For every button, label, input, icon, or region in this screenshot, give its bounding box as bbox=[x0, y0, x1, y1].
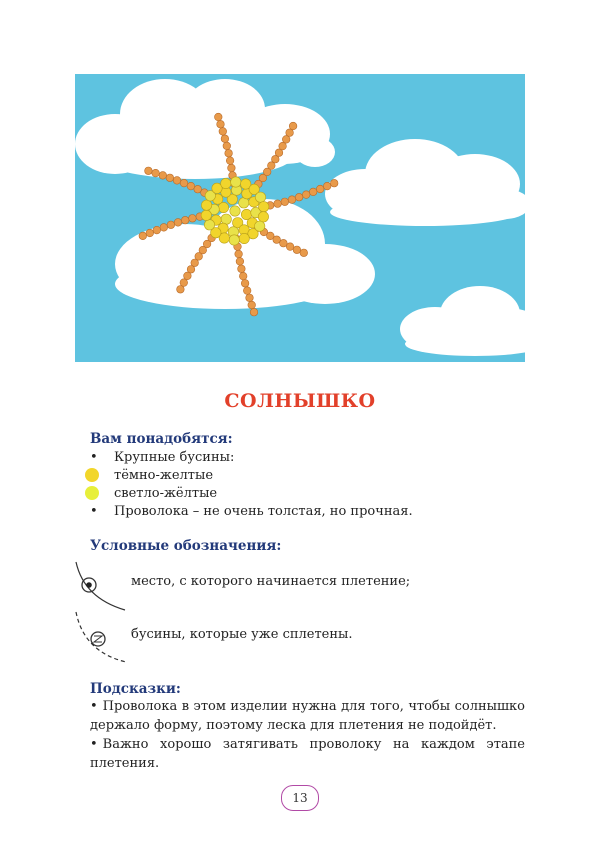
orange-bead bbox=[153, 226, 161, 234]
orange-bead bbox=[159, 172, 167, 180]
yellow-bead bbox=[201, 200, 211, 210]
yellow-bead bbox=[255, 192, 265, 202]
yellow-bead bbox=[231, 177, 241, 187]
orange-bead bbox=[225, 149, 233, 157]
orange-bead bbox=[221, 135, 229, 143]
orange-bead bbox=[160, 224, 168, 232]
orange-bead bbox=[215, 113, 223, 121]
cloud-shapes bbox=[75, 79, 525, 356]
yellow-bead bbox=[258, 212, 268, 222]
orange-bead bbox=[174, 219, 182, 227]
yellow-bead bbox=[221, 178, 231, 188]
orange-bead bbox=[226, 157, 234, 165]
material-item-label: Проволока – не очень толстая, но прочная. bbox=[114, 504, 413, 519]
orange-bead bbox=[223, 142, 231, 150]
orange-bead bbox=[239, 272, 247, 280]
materials-heading: Вам понадобятся: bbox=[90, 431, 233, 447]
orange-bead bbox=[281, 198, 289, 206]
orange-bead bbox=[177, 286, 185, 294]
orange-bead bbox=[288, 196, 296, 204]
orange-bead bbox=[300, 249, 308, 257]
orange-bead bbox=[236, 258, 244, 266]
orange-bead bbox=[248, 301, 256, 309]
orange-bead bbox=[146, 229, 154, 237]
orange-bead bbox=[235, 250, 243, 258]
bullet: • bbox=[90, 450, 98, 465]
orange-bead bbox=[250, 308, 258, 316]
orange-bead bbox=[145, 167, 153, 175]
orange-bead bbox=[180, 279, 188, 287]
orange-bead bbox=[189, 215, 197, 223]
orange-bead bbox=[330, 179, 338, 187]
yellow-bead bbox=[201, 210, 211, 220]
yellow-bead bbox=[259, 202, 269, 212]
orange-bead bbox=[286, 243, 294, 251]
orange-bead bbox=[194, 185, 202, 193]
orange-bead bbox=[217, 120, 225, 128]
page-title: СОЛНЫШКО bbox=[224, 390, 376, 412]
orange-bead bbox=[173, 177, 181, 185]
material-item-wire bbox=[90, 504, 413, 519]
tip-wire-purpose bbox=[90, 697, 525, 735]
bullet: • bbox=[90, 699, 98, 714]
legend-heading: Условные обозначения: bbox=[90, 538, 282, 554]
orange-bead bbox=[152, 169, 160, 177]
orange-bead bbox=[280, 239, 288, 247]
light-yellow-bead-swatch bbox=[85, 486, 99, 500]
material-item-label: Крупные бусины: bbox=[114, 450, 235, 465]
tips-heading: Подсказки: bbox=[90, 681, 181, 697]
bullet: • bbox=[90, 737, 98, 752]
orange-bead bbox=[286, 129, 294, 137]
tip-text: Проволока в этом изделии нужна для того, чтобы солнышко держало форму, поэтому леска для плетения не подойдёт. bbox=[90, 699, 525, 733]
yellow-bead bbox=[255, 221, 265, 231]
orange-bead bbox=[243, 287, 251, 295]
orange-bead bbox=[293, 246, 301, 254]
sun-craft-photo bbox=[75, 74, 525, 362]
page-number: 13 bbox=[281, 785, 319, 811]
orange-bead bbox=[289, 122, 297, 130]
orange-bead bbox=[279, 142, 287, 150]
orange-bead bbox=[184, 272, 192, 280]
orange-bead bbox=[219, 128, 227, 136]
orange-bead bbox=[246, 294, 254, 302]
orange-bead bbox=[241, 280, 249, 288]
orange-bead bbox=[316, 185, 324, 193]
material-item-beads bbox=[90, 450, 234, 465]
orange-bead bbox=[323, 182, 331, 190]
orange-bead bbox=[181, 216, 189, 224]
tip-text: Важно хорошо затягивать проволоку на каждом этапе плетения. bbox=[90, 737, 525, 771]
orange-bead bbox=[302, 191, 310, 199]
orange-bead bbox=[282, 136, 290, 144]
orange-bead bbox=[273, 236, 281, 244]
tip-tighten-wire bbox=[90, 735, 525, 773]
weave-start-line bbox=[76, 562, 125, 610]
orange-bead bbox=[139, 232, 147, 240]
orange-bead bbox=[238, 265, 246, 273]
yellow-bead bbox=[230, 206, 240, 216]
orange-bead bbox=[295, 193, 303, 201]
orange-bead bbox=[187, 182, 195, 190]
orange-bead bbox=[180, 179, 188, 187]
yellow-bead bbox=[239, 233, 249, 243]
material-item-dark-yellow: тёмно-желтые bbox=[114, 468, 214, 483]
sun-craft-illustration bbox=[75, 74, 525, 362]
yellow-bead bbox=[229, 235, 239, 245]
material-item-light-yellow: светло-жёлтые bbox=[114, 486, 218, 501]
orange-bead bbox=[228, 164, 236, 172]
legend-done-text: бусины, которые уже сплетены. bbox=[131, 627, 353, 642]
orange-bead bbox=[274, 200, 282, 208]
dark-yellow-bead-swatch bbox=[85, 468, 99, 482]
orange-bead bbox=[166, 174, 174, 182]
legend-symbols bbox=[70, 558, 130, 668]
legend-start-text: место, с которого начинается плетение; bbox=[131, 574, 411, 589]
bullet: • bbox=[90, 504, 98, 519]
orange-bead bbox=[309, 188, 317, 196]
orange-bead bbox=[167, 221, 175, 229]
yellow-bead bbox=[204, 220, 214, 230]
